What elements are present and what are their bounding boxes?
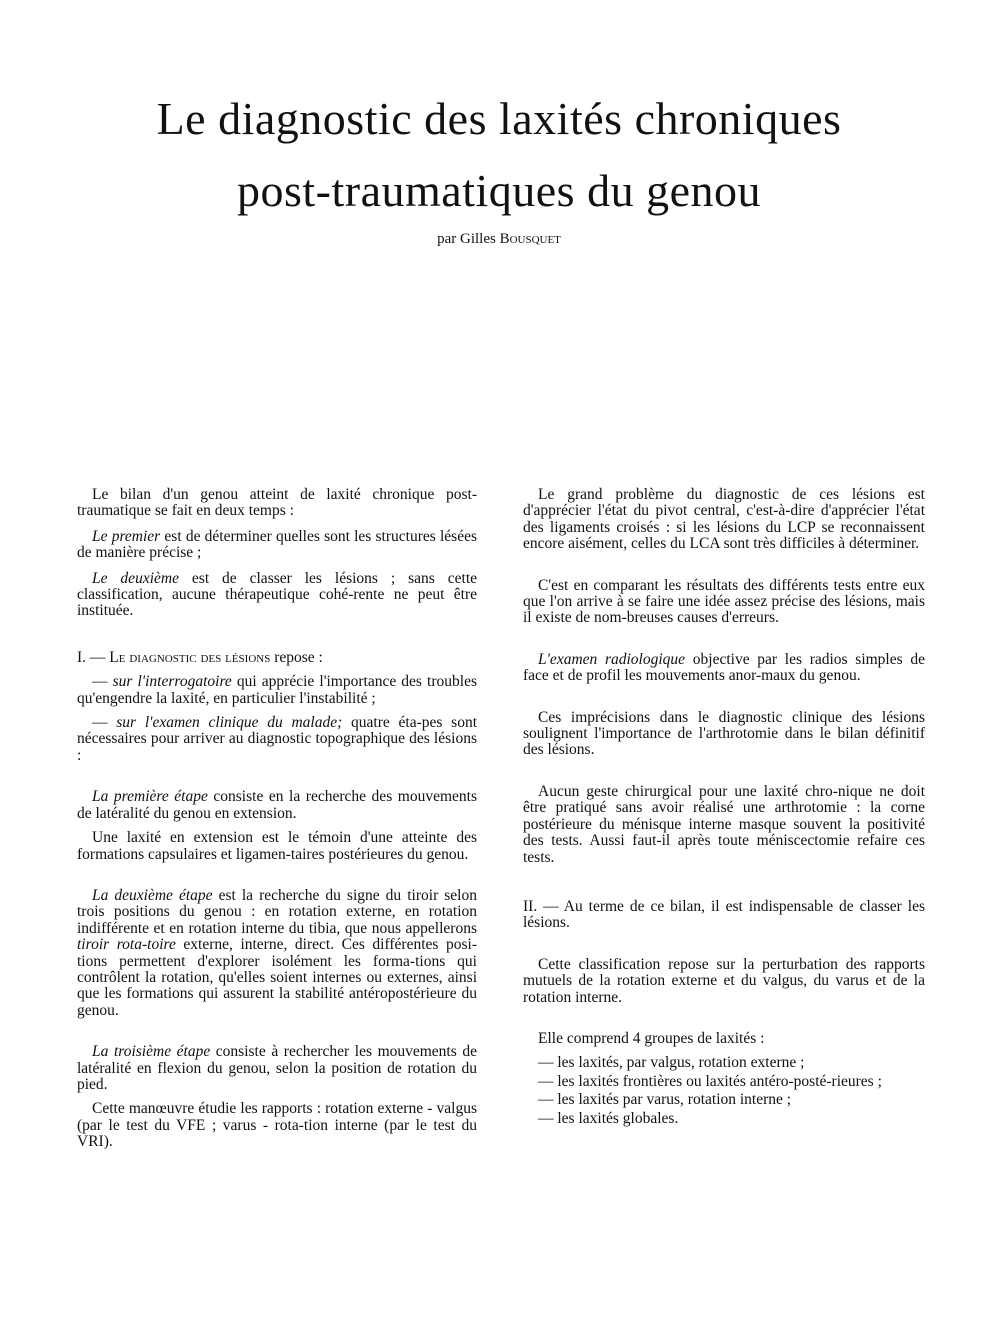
premier-emphasis: Le premier [92, 527, 161, 545]
examen-clinique-paragraph [77, 715, 477, 764]
interrogatoire-dash: — [92, 673, 113, 691]
laxite-extension-paragraph: Une laxité en extension est le témoin d'une atteinte des formations capsulaires et ligamen-taires postérieures du genou. [77, 829, 477, 863]
radiologique-text: objective par les radios simples de face et de profil les mouvements anor-maux du genou. [523, 650, 925, 685]
geste-chirurgical-paragraph: Aucun geste chirurgical pour une laxité chro-nique ne doit être pratiqué sans avoir réalisé une arthrotomie : la corne postérieure du ménisque interne masque souvent la positivité des tests. Aussi faut-il après toute méniscectomie refaire ces tests. [523, 782, 925, 866]
classification-paragraph: Cette classification repose sur la perturbation des rapports mutuels de la rotation externe et du valgus, du varus et de la rotation interne. [523, 955, 925, 1006]
manoeuvre-paragraph: Cette manœuvre étudie les rapports : rotation externe - valgus (par le test du VFE ; varus - rota-tion interne (par le test du VRI). [77, 1100, 477, 1151]
interrogatoire-emphasis: sur l'interrogatoire [112, 673, 232, 691]
section-2-paragraph: II. — Au terme de ce bilan, il est indispensable de classer les lésions. [523, 897, 925, 932]
byline [0, 231, 998, 248]
examen-text: quatre éta-pes sont nécessaires pour arriver au diagnostic topographique des lésions : [77, 714, 477, 764]
right-column [523, 487, 925, 1127]
deuxieme-text: est de classer les lésions ; sans cette classification, aucune thérapeutique cohé-rente ne peut être instituée. [77, 569, 477, 620]
article-title-line-2: post-traumatiques du genou [236, 165, 761, 216]
left-column [77, 487, 477, 1151]
premier-text: est de déterminer quelles sont les structures lésées de manière précise ; [77, 527, 477, 562]
interrogatoire-text: qui apprécie l'importance des troubles qu'engendre la laxité, en particulier l'instabilité ; [77, 673, 477, 707]
examen-emphasis: sur l'examen clinique du malade; [116, 714, 343, 732]
interrogatoire-paragraph [77, 674, 477, 707]
intro-paragraph: Le bilan d'un genou atteint de laxité chronique post-traumatique se fait en deux temps : [77, 486, 477, 520]
troisieme-etape-paragraph [77, 1044, 477, 1093]
deuxieme-etape-text-end: externe, interne, direct. Ces différentes posi-tions permettent d'explorer isolément les forma-tions qui contrôlent la rotation, qu'elles soient internes ou externes, ainsi que les formations qui assurent la stabilité antéropostérieure du genou. [77, 936, 477, 1019]
troisieme-etape-emphasis: La troisième étape [92, 1043, 211, 1061]
examen-dash: — [92, 714, 117, 732]
list-item: — les laxités, par valgus, rotation externe ; [538, 1054, 805, 1072]
grand-probleme-paragraph: Le grand problème du diagnostic de ces lésions est d'apprécier l'état du pivot central, c'est-à-dire d'apprécier l'état des ligaments croisés : si les lésions du LCP se reconnaissent encore aisément, celles du LCA sont très difficiles à déterminer. [523, 486, 925, 553]
deuxieme-etape-text: est la recherche du signe du tiroir selon trois positions du genou : en rotation externe, en rotation indifférente et en rotation interne du tibia, que nous appellerons [77, 886, 477, 937]
list-item: — les laxités par varus, rotation interne ; [538, 1091, 792, 1109]
tiroir-rotatoire-emphasis: tiroir rota-toire [77, 936, 176, 954]
article-title-line-1: Le diagnostic des laxités chroniques [156, 93, 842, 144]
deuxieme-etape-emphasis: La deuxième étape [92, 886, 213, 904]
deuxieme-paragraph [77, 571, 477, 620]
section-1-title: Le diagnostic des lésions [109, 648, 271, 666]
byline-prefix: par Gilles [437, 231, 496, 247]
section-1-number: I. — [77, 648, 110, 666]
section-1-suffix: repose : [270, 648, 323, 666]
deuxieme-etape-paragraph [77, 888, 477, 1019]
radiologique-emphasis: L'examen radiologique [538, 650, 686, 668]
imprecisions-paragraph: Ces imprécisions dans le diagnostic clinique des lésions soulignent l'importance de l'arthrotomie dans le bilan définitif des lésions. [523, 708, 925, 759]
byline-author: Bousquet [499, 231, 561, 247]
premier-paragraph [77, 529, 477, 562]
deuxieme-emphasis: Le deuxième [92, 569, 179, 587]
laxity-groups-list [523, 1055, 925, 1127]
comparant-paragraph: C'est en comparant les résultats des différents tests entre eux que l'on arrive à se faire une idée assez précise des lésions, mais il existe de nom-breuses causes d'erreurs. [523, 576, 925, 627]
section-1-heading [77, 650, 477, 666]
premiere-etape-text: consiste en la recherche des mouvements de latéralité du genou en extension. [77, 788, 477, 822]
premiere-etape-emphasis: La première étape [92, 788, 208, 806]
groupes-paragraph: Elle comprend 4 groupes de laxités : [538, 1029, 765, 1047]
radiologique-paragraph [523, 652, 925, 685]
list-item: — les laxités globales. [538, 1109, 679, 1127]
list-item: — les laxités frontières ou laxités antéro-posté-rieures ; [538, 1072, 882, 1090]
premiere-etape-paragraph [77, 789, 477, 822]
troisieme-etape-text: consiste à rechercher les mouvements de latéralité en flexion du genou, selon la position de rotation du pied. [77, 1043, 477, 1093]
